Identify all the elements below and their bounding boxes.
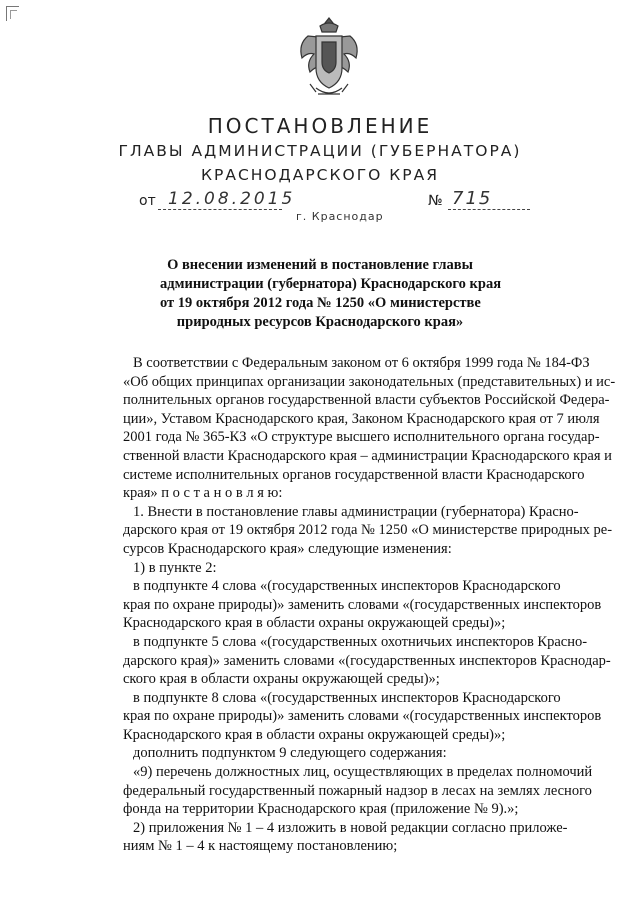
body-text-line: ниям № 1 – 4 к настоящему постановлению; <box>123 838 398 855</box>
document-title <box>160 256 502 332</box>
body-text-line: края по охране природы)» заменить словами «(государственных инспекторов <box>123 708 602 725</box>
title-line: природных ресурсов Краснодарского края» <box>176 314 464 330</box>
body-text-line: фонда на территории Краснодарского края (приложение № 9).»; <box>123 801 519 818</box>
title-line: от 19 октября 2012 года № 1250 «О министерстве <box>160 295 481 311</box>
page-corner-mark <box>6 6 19 21</box>
body-text-line: системе исполнительных органов государственной власти Краснодарского <box>123 466 585 483</box>
city-label: г. Краснодар <box>296 210 384 223</box>
body-text-line: в подпункте 4 слова «(государственных инспекторов Краснодарского <box>133 578 561 595</box>
body-text-line: полнительных органов государственной власти субъектов Российской Федера- <box>123 392 610 409</box>
body-text-line: 2001 года № 365-КЗ «О структуре высшего исполнительного органа государ- <box>123 429 600 446</box>
body-text-line: 1) в пункте 2: <box>133 559 217 576</box>
body-text-line: сурсов Краснодарского края» следующие изменения: <box>123 540 452 557</box>
document-type-heading: ПОСТАНОВЛЕНИЕ <box>207 114 433 138</box>
body-text-line: края» п о с т а н о в л я ю: <box>123 485 283 502</box>
body-text-line: «9) перечень должностных лиц, осуществляющих в пределах полномочий <box>133 764 593 781</box>
body-text-line: Краснодарского края в области охраны окружающей среды)»; <box>123 615 506 632</box>
number-value: 715 <box>452 188 493 209</box>
title-line: О внесении изменений в постановление главы <box>167 257 473 273</box>
title-line: администрации (губернатора) Краснодарского края <box>160 276 502 292</box>
coat-of-arms-icon <box>296 14 362 102</box>
body-text-line: федеральный государственный пожарный надзор в лесах на землях лесного <box>123 782 592 799</box>
date-label: от <box>139 193 156 209</box>
body-text-line: в подпункте 5 слова «(государственных охотничьих инспекторов Красно- <box>133 633 588 650</box>
body-text-line: в подпункте 8 слова «(государственных инспекторов Краснодарского <box>133 689 561 706</box>
number-label: № <box>428 193 443 209</box>
body-text-line: дарского края от 19 октября 2012 года № 1250 «О министерстве природных ре- <box>123 522 613 539</box>
body-text-line: дополнить подпунктом 9 следующего содержания: <box>133 745 447 762</box>
body-text-line: «Об общих принципах организации законодательных (представительных) и ис- <box>123 373 616 390</box>
date-underline <box>158 209 282 210</box>
body-text-line: ственной власти Краснодарского края – администрации Краснодарского края и <box>123 447 612 464</box>
number-underline <box>448 209 530 210</box>
body-text-line: ского края в области охраны окружающей среды)»; <box>123 671 440 688</box>
body-text-line: дарского края)» заменить словами «(государственных инспекторов Краснодар- <box>123 652 611 669</box>
body-text-line: Краснодарского края в области охраны окружающей среды)»; <box>123 726 506 743</box>
body-text-line: 2) приложения № 1 – 4 изложить в новой редакции согласно приложе- <box>133 819 568 836</box>
body-text-line: 1. Внести в постановление главы администрации (губернатора) Красно- <box>133 503 579 520</box>
document-body <box>123 354 616 856</box>
date-value: 12.08.2015 <box>168 189 296 209</box>
body-text-line: края по охране природы)» заменить словами «(государственных инспекторов <box>123 596 602 613</box>
region-heading: КРАСНОДАРСКОГО КРАЯ <box>200 166 440 184</box>
issuer-heading: ГЛАВЫ АДМИНИСТРАЦИИ (ГУБЕРНАТОРА) <box>118 142 522 160</box>
body-text-line: ции», Уставом Краснодарского края, Законом Краснодарского края от 7 июля <box>123 410 600 427</box>
body-text-line: В соответствии с Федеральным законом от 6 октября 1999 года № 184-ФЗ <box>133 355 590 371</box>
